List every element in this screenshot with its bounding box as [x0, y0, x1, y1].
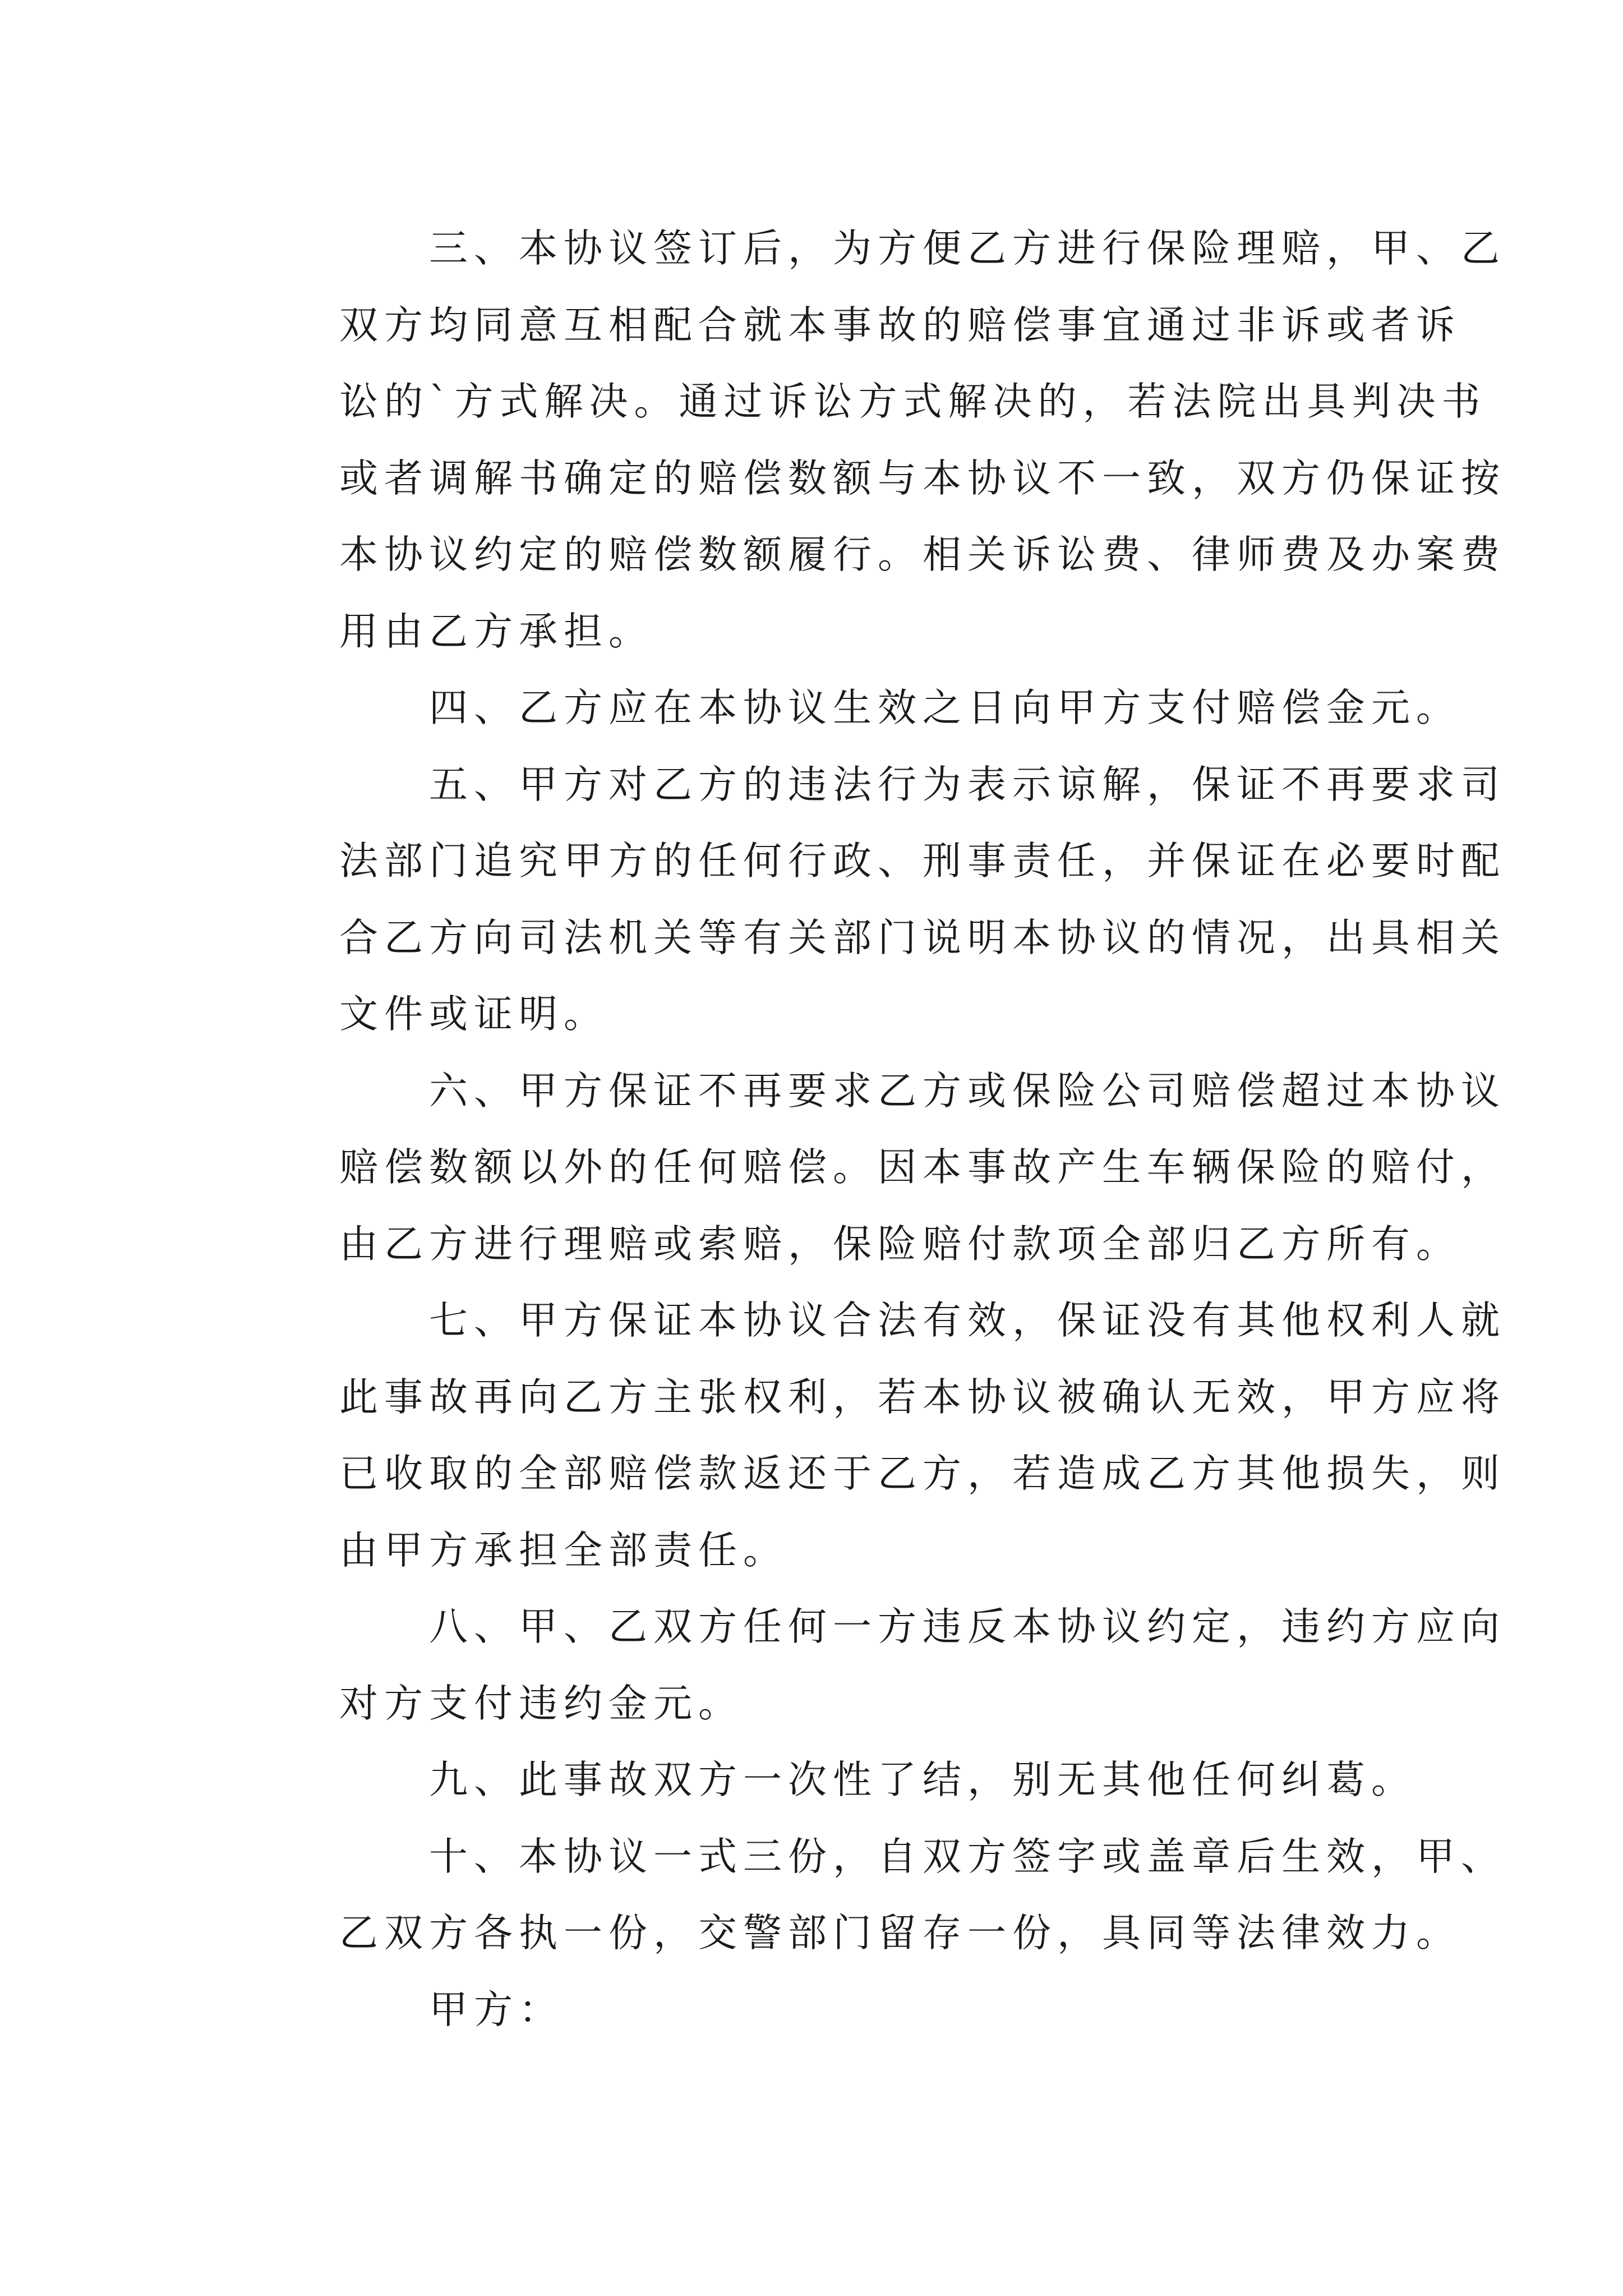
clause-3-line-6: 用由乙方承担。 [339, 609, 653, 654]
clause-10-line-2: 乙双方各执一份，交警部门留存一份，具同等法律效力。 [339, 1911, 1461, 1955]
clause-10 [250, 1819, 1506, 1972]
clause-3-line-3: 讼的`方式解决。通过诉讼方式解决的，若法院出具判决书 [339, 379, 1487, 424]
clause-3-line-4: 或者调解书确定的赔偿数额与本协议不一致，双方仍保证按 [339, 455, 1506, 501]
clause-5-line-2: 法部门追究甲方的任何行政、刑事责任，并保证在必要时配 [339, 839, 1506, 884]
clause-5-line-4: 文件或证明。 [339, 992, 608, 1037]
clause-5-line-1: 五、甲方对乙方的违法行为表示谅解，保证不再要求司 [429, 762, 1506, 807]
party-a-signature [250, 1972, 1377, 2049]
party-a-label: 甲方： [429, 1987, 564, 2032]
agreement-body [250, 210, 1506, 2048]
clause-7 [250, 1282, 1506, 1589]
clause-3-line-5: 本协议约定的赔偿数额履行。相关诉讼费、律师费及办案费 [339, 532, 1506, 577]
clause-9-line-1: 九、此事故双方一次性了结，别无其他任何纠葛。 [429, 1757, 1416, 1802]
clause-7-line-4: 由甲方承担全部责任。 [339, 1527, 788, 1573]
clause-6-line-1: 六、甲方保证不再要求乙方或保险公司赔偿超过本协议 [429, 1068, 1506, 1114]
clause-6 [250, 1053, 1506, 1283]
clause-8 [250, 1589, 1506, 1742]
clause-10-line-1: 十、本协议一式三份，自双方签字或盖章后生效，甲、 [429, 1834, 1506, 1879]
clause-6-line-2: 赔偿数额以外的任何赔偿。因本事故产生车辆保险的赔付， [339, 1145, 1506, 1190]
clause-5-line-3: 合乙方向司法机关等有关部门说明本协议的情况，出具相关 [339, 915, 1506, 960]
clause-3-line-2: 双方均同意互相配合就本事故的赔偿事宜通过非诉或者诉 [339, 302, 1461, 348]
clause-4 [250, 670, 1461, 747]
clause-3 [250, 210, 1506, 670]
clause-5 [250, 747, 1506, 1053]
clause-8-line-1: 八、甲、乙双方任何一方违反本协议约定，违约方应向 [429, 1604, 1506, 1649]
clause-4-line-1: 四、乙方应在本协议生效之日向甲方支付赔偿金元。 [429, 685, 1461, 730]
clause-7-line-3: 已收取的全部赔偿款返还于乙方，若造成乙方其他损失，则 [339, 1451, 1506, 1496]
clause-7-line-2: 此事故再向乙方主张权利，若本协议被确认无效，甲方应将 [339, 1374, 1506, 1420]
clause-3-line-1: 三、本协议签订后，为方便乙方进行保险理赔，甲、乙 [429, 226, 1506, 271]
clause-9 [250, 1742, 1416, 1819]
clause-8-line-2: 对方支付违约金元。 [339, 1681, 743, 1726]
clause-7-line-1: 七、甲方保证本协议合法有效，保证没有其他权利人就 [429, 1298, 1506, 1343]
clause-6-line-3: 由乙方进行理赔或索赔，保险赔付款项全部归乙方所有。 [339, 1221, 1461, 1267]
